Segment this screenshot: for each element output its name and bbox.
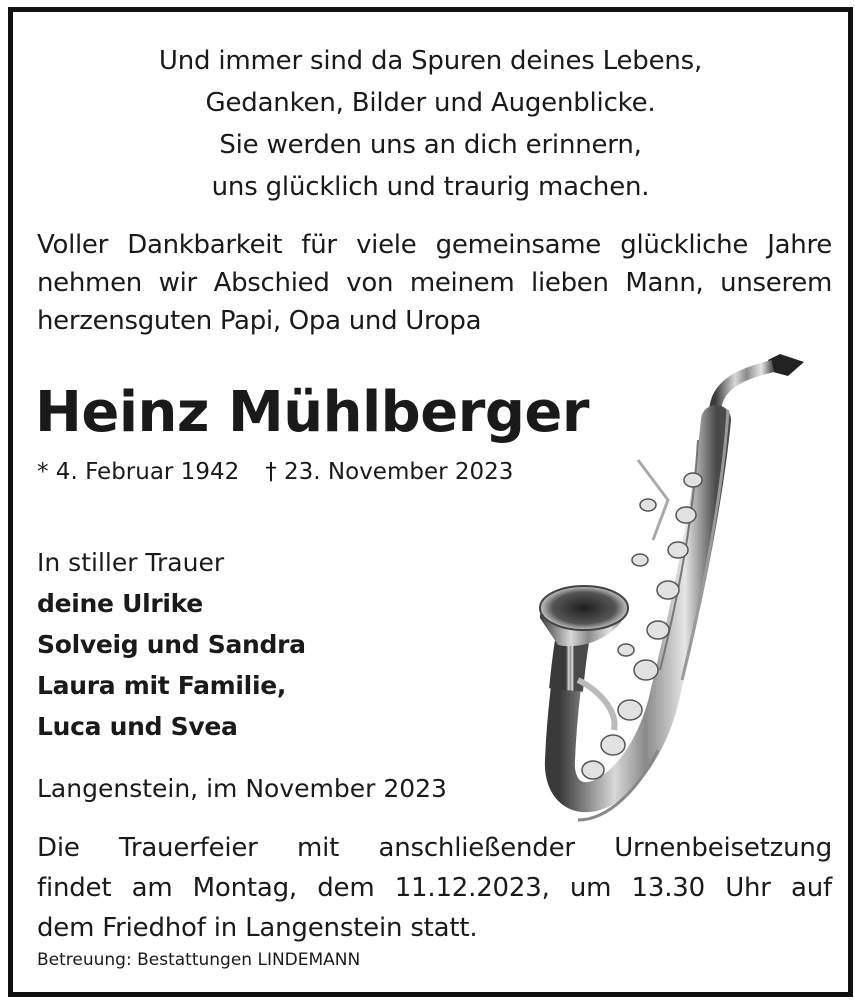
intro-line: nehmen wir Abschied von meinem lieben Mann, unserem: [37, 268, 832, 298]
life-dates: [37, 459, 513, 485]
mourners-heading: In stiller Trauer: [37, 548, 225, 577]
birth-date: * 4. Februar 1942: [37, 459, 240, 485]
intro-line: Voller Dankbarkeit für viele gemeinsame glückliche Jahre: [37, 230, 832, 260]
poem-line: uns glücklich und traurig machen.: [211, 172, 650, 202]
funeral-line: dem Friedhof in Langenstein statt.: [37, 913, 478, 943]
place-date: Langenstein, im November 2023: [37, 774, 447, 803]
mourner-name: Laura mit Familie,: [37, 671, 287, 700]
mourners: [37, 542, 306, 747]
funeral-info: [37, 828, 832, 948]
funeral-home-credit: Betreuung: Bestattungen LINDEMANN: [37, 950, 361, 970]
poem: [13, 40, 848, 208]
poem-line: Und immer sind da Spuren deines Lebens,: [158, 46, 703, 76]
deceased-name: Heinz Mühlberger: [35, 380, 590, 445]
mourner-name: Solveig und Sandra: [37, 630, 306, 659]
funeral-line: Die Trauerfeier mit anschließender Urnenbeisetzung: [37, 833, 832, 863]
mourner-name: deine Ulrike: [37, 589, 203, 618]
intro-text: [37, 226, 832, 340]
death-date: † 23. November 2023: [265, 459, 514, 485]
obituary-frame: [8, 7, 853, 997]
poem-line: Sie werden uns an dich erinnern,: [219, 130, 642, 160]
mourner-name: Luca und Svea: [37, 712, 238, 741]
poem-line: Gedanken, Bilder und Augenblicke.: [205, 88, 656, 118]
saxophone-image: [518, 350, 818, 830]
funeral-line: findet am Montag, dem 11.12.2023, um 13.30 Uhr auf: [37, 873, 832, 903]
intro-line: herzensguten Papi, Opa und Uropa: [37, 306, 482, 336]
